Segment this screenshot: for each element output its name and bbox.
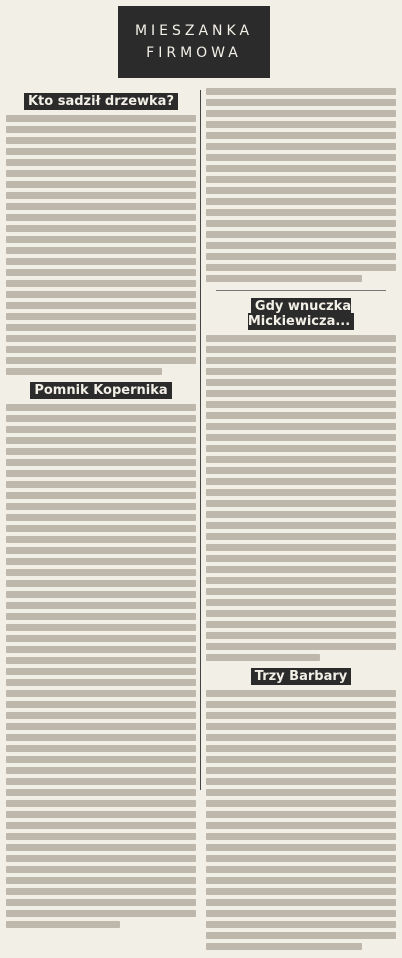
article-body-placeholder [6,404,196,928]
column-divider [200,90,201,790]
article-headline: Gdy wnuczka Mickiewicza... [206,299,396,329]
article-body-placeholder [206,335,396,661]
article-headline: Kto sadził drzewka? [6,94,196,109]
article-body-placeholder [6,115,196,375]
right-column [206,88,396,958]
left-column [6,88,196,936]
article-headline: Trzy Barbary [206,669,396,684]
masthead-line-1: MIESZANKA [134,23,254,39]
article-divider [216,290,386,291]
masthead-line-2: FIRMOWA [146,45,242,61]
article-body-placeholder [206,690,396,950]
article-body-placeholder [206,88,396,282]
masthead [118,6,270,78]
article-headline: Pomnik Kopernika [6,383,196,398]
